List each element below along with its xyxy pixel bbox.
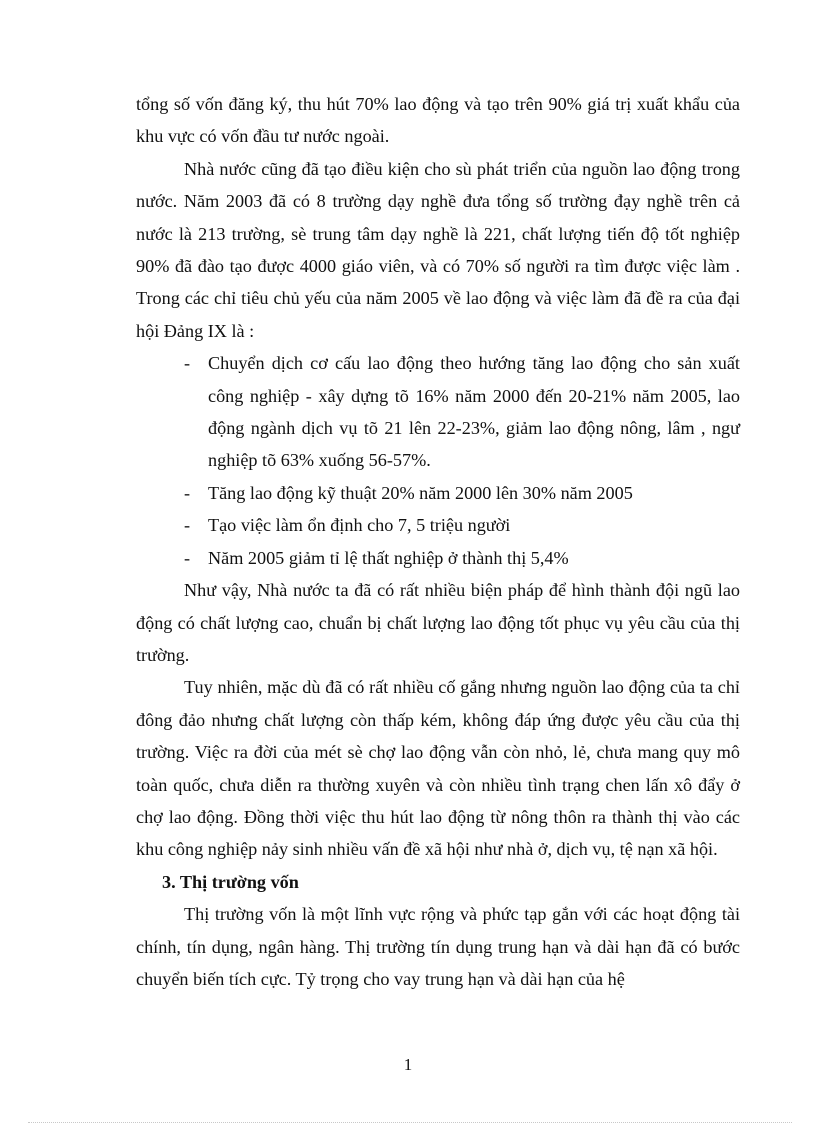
bullet-item: [136, 347, 740, 477]
bullet-dash: -: [184, 547, 191, 568]
bullet-item: [136, 542, 740, 574]
bullet-text: Chuyển dịch cơ cấu lao động theo hướng tăng lao động cho sản xuất công nghiệp - xây dựng tõ 16% năm 2000 đến 20-21% năm 2005, lao động ngành dịch vụ tõ 21 lên 22-23%, giảm lao động nông, lâm , ngư nghiệp tõ 63% xuống 56-57%.: [208, 353, 740, 471]
paragraph-1: tổng số vốn đăng ký, thu hút 70% lao động và tạo trên 90% giá trị xuất khẩu của khu vực có vốn đầu tư nước ngoài.: [136, 94, 740, 147]
paragraph-5: Thị trường vốn là một lĩnh vực rộng và phức tạp gắn với các hoạt động tài chính, tín dụng, ngân hàng. Thị trường tín dụng trung hạn và dài hạn đã có bước chuyển biến tích cực. Tỷ trọng cho vay trung hạn và dài hạn của hệ: [136, 904, 740, 989]
bullet-list: [136, 347, 740, 574]
paragraph-4: Tuy nhiên, mặc dù đã có rất nhiều cố gắng nhưng nguồn lao động của ta chỉ đông đảo nhưng chất lượng còn thấp kém, không đáp ứng được yêu cầu của thị trường. Việc ra đời của mét sè chợ lao động vẫn còn nhỏ, lẻ, chưa mang quy mô toàn quốc, chưa diễn ra thường xuyên và còn nhiều tình trạng chen lấn xô đẩy ở chợ lao động. Đồng thời việc thu hút lao động từ nông thôn ra thành thị vào các khu công nghiệp nảy sinh nhiều vấn đề xã hội như nhà ở, dịch vụ, tệ nạn xã hội.: [136, 677, 740, 860]
bullet-item: [136, 477, 740, 509]
bullet-text: Năm 2005 giảm tỉ lệ thất nghiệp ở thành thị 5,4%: [208, 547, 569, 568]
section-heading: 3. Thị trường vốn: [162, 871, 299, 892]
bullet-text: Tạo việc làm ổn định cho 7, 5 triệu người: [208, 515, 511, 536]
bullet-text: Tăng lao động kỹ thuật 20% năm 2000 lên 30% năm 2005: [208, 482, 633, 503]
bullet-dash: -: [184, 515, 191, 536]
page-number: 1: [403, 1055, 413, 1074]
paragraph-3: Như vậy, Nhà nước ta đã có rất nhiều biện pháp để hình thành đội ngũ lao động có chất lượng cao, chuẩn bị chất lượng lao động tốt phục vụ yêu cầu của thị trường.: [136, 580, 740, 665]
bullet-item: [136, 509, 740, 541]
bullet-dash: -: [184, 353, 191, 374]
bullet-dash: -: [184, 482, 191, 503]
body-text: [136, 88, 740, 995]
paragraph-2: Nhà nước cũng đã tạo điều kiện cho sù phát triển của nguồn lao động trong nước. Năm 2003 đã có 8 trường dạy nghề đưa tổng số trường đạy nghề trên cả nước là 213 trường, sè trung tâm dạy nghề là 221, chất lượng tiến độ tốt nghiệp 90% đã đào tạo được 4000 giáo viên, và có 70% số người ra tìm được việc làm . Trong các chỉ tiêu chủ yếu của năm 2005 về lao động và việc làm đã đề ra của đại hội Đảng IX là :: [136, 158, 740, 341]
